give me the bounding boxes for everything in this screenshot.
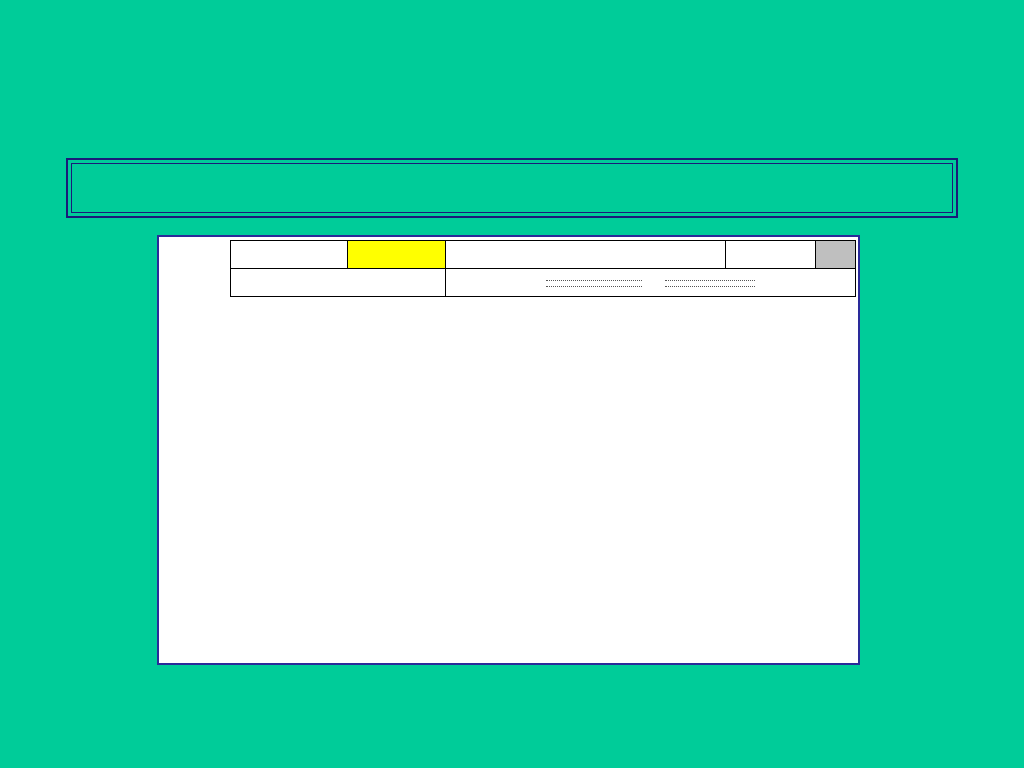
- uniform-series-header: [446, 269, 856, 297]
- gray-cell: [815, 241, 855, 269]
- blank-cell: [726, 241, 816, 269]
- interest-table: [163, 240, 856, 297]
- interest-table-frame: [157, 235, 860, 665]
- rate-value: [348, 241, 446, 269]
- n-column-header: [163, 241, 231, 297]
- for-i-label: [446, 241, 726, 269]
- uniform-series-label: [645, 275, 665, 290]
- dotted-rule-right: [665, 280, 755, 287]
- bullet-box: [66, 158, 958, 218]
- single-payment-header: [231, 269, 446, 297]
- rate-label: [231, 241, 348, 269]
- dotted-rule-left: [546, 280, 642, 287]
